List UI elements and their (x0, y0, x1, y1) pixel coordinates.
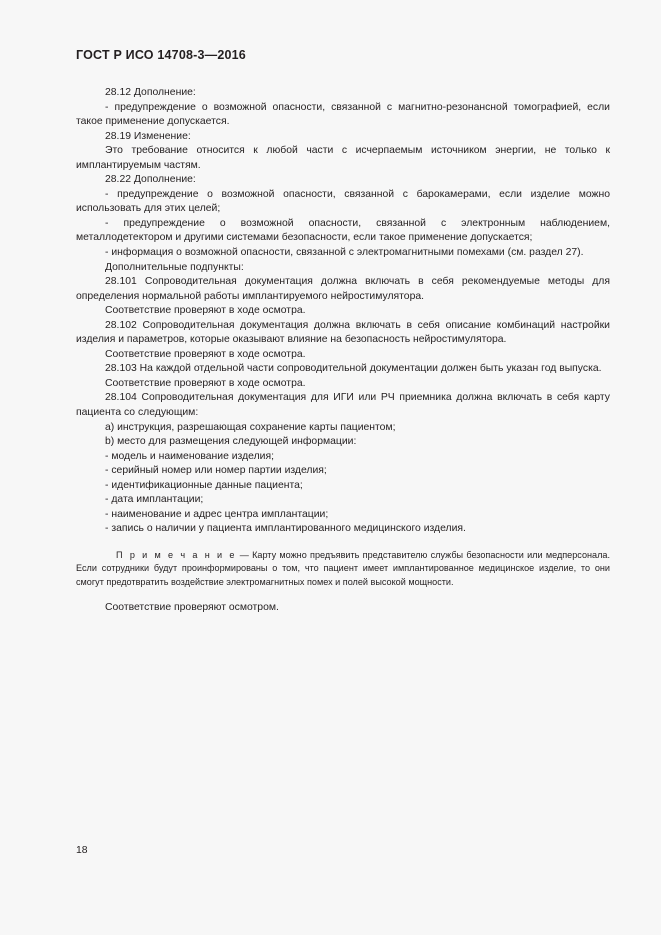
clause-28-22-item-3: - информация о возможной опасности, связанной с электромагнитными помехами (см. раздел 27). (105, 247, 584, 259)
compliance-statement-1: Соответствие проверяют в ходе осмотра. (105, 305, 306, 317)
spacer-before-note (76, 537, 610, 549)
list-item-a: a) инструкция, разрешающая сохранение карты пациентом; (105, 421, 396, 433)
note-body: — Карту можно предъявить представителю службы безопасности или медперсонала. Если сотрудники будут проинформированы о том, что пациент имеет имплантированное медицинское изделие, то они смогут предотвратить воздействие электромагнитных помех и полей высокой мощности. (76, 549, 610, 587)
list-item-model-name: - модель и наименование изделия; (105, 450, 274, 462)
spacer-after-note (76, 589, 610, 601)
clause-28-104: 28.104 Сопроводительная документация для ИГИ или РЧ приемника должна включать в себя карту пациента со следующим: (76, 392, 610, 419)
clause-28-12-item: - предупреждение о возможной опасности, связанной с магнитно-резонансной томографией, если такое применение допускается. (76, 101, 610, 128)
clause-28-22-item-2: - предупреждение о возможной опасности, связанной с электронным наблюдением, металлодетектором и другими системами безопасности, если такое применение допускается; (76, 217, 610, 244)
list-item-b: b) место для размещения следующей информации: (105, 436, 357, 448)
list-item-serial-number: - серийный номер или номер партии изделия; (105, 465, 327, 477)
note-label: П р и м е ч а н и е (116, 549, 237, 560)
standard-header: ГОСТ Р ИСО 14708-3—2016 (76, 48, 246, 62)
document-body (76, 86, 610, 616)
note-paragraph (76, 549, 610, 589)
clause-28-22-item-1: - предупреждение о возможной опасности, связанной с барокамерами, если изделие можно использовать для этих целей; (76, 188, 610, 215)
list-item-patient-id: - идентификационные данные пациента; (105, 479, 303, 491)
additional-subclauses-title: Дополнительные подпункты: (105, 261, 244, 273)
clause-28-19-text: Это требование относится к любой части с исчерпаемым источником энергии, не только к имплантируемым частям. (76, 145, 610, 171)
list-item-implant-record: - запись о наличии у пациента имплантированного медицинского изделия. (105, 523, 466, 535)
clause-28-102: 28.102 Сопроводительная документация должна включать в себя описание комбинаций настройки изделия и параметров, которые оказывают влияние на безопасность нейростимулятора. (76, 319, 610, 346)
list-item-center-address: - наименование и адрес центра имплантации; (105, 508, 329, 520)
list-item-implant-date: - дата имплантации; (105, 494, 204, 506)
clause-28-103: 28.103 На каждой отдельной части сопроводительной документации должен быть указан год выпуска. (105, 363, 602, 375)
compliance-statement-final: Соответствие проверяют осмотром. (105, 602, 279, 614)
clause-28-12-title: 28.12 Дополнение: (105, 87, 196, 98)
clause-28-101: 28.101 Сопроводительная документация должна включать в себя рекомендуемые методы для определения нормальной работы имплантируемого нейростимулятора. (76, 276, 610, 302)
compliance-statement-3: Соответствие проверяют в ходе осмотра. (105, 377, 306, 389)
clause-28-22-title: 28.22 Дополнение: (105, 174, 196, 186)
page-number: 18 (76, 845, 88, 856)
compliance-statement-2: Соответствие проверяют в ходе осмотра. (105, 348, 306, 360)
clause-28-19-title: 28.19 Изменение: (105, 130, 191, 142)
